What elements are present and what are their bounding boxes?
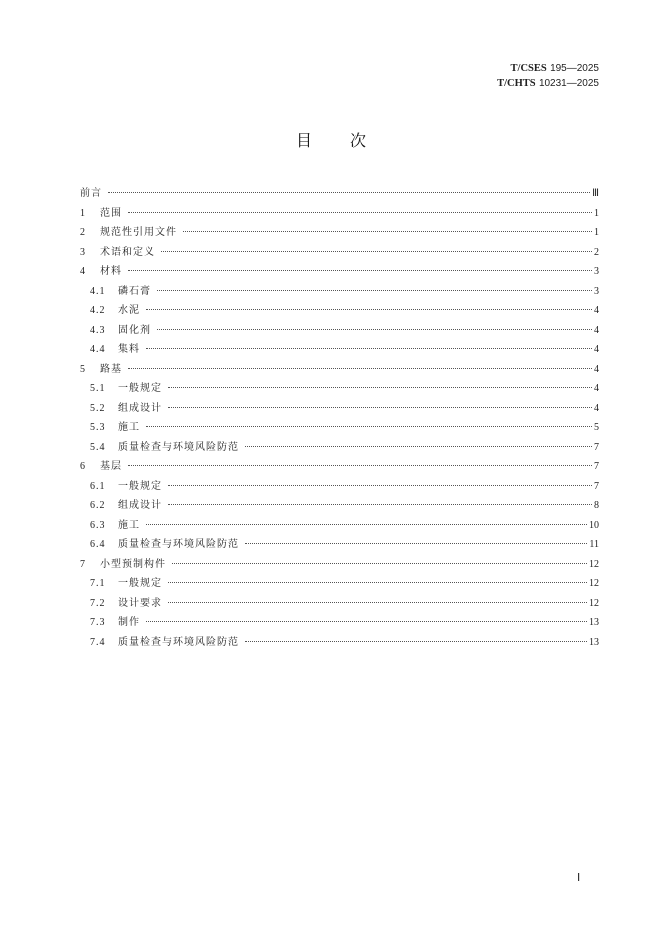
toc-entry[interactable] [80, 594, 599, 614]
toc-entry-label: 一般规定 [118, 578, 162, 589]
toc-entry[interactable] [80, 184, 599, 204]
toc-entry-label: 制作 [118, 617, 140, 628]
toc-entry[interactable] [80, 321, 599, 341]
toc-entry-page: 1 [594, 207, 599, 219]
toc-entry-label: 质量检查与环境风险防范 [118, 441, 239, 453]
toc-entry-label: 一般规定 [118, 383, 162, 394]
standard-codes [497, 61, 599, 91]
toc-entry-number: 6.2 [90, 500, 106, 511]
toc-entry-label: 质量检查与环境风险防范 [118, 636, 239, 648]
page-number: Ⅰ [577, 872, 581, 884]
toc-entry-label: 组成设计 [118, 500, 162, 511]
toc-entry[interactable] [80, 613, 599, 633]
toc-entry-page: 13 [589, 636, 599, 648]
toc-entry-page: 4 [594, 344, 599, 355]
toc-dot-leader [168, 485, 592, 486]
toc-entry-number: 5 [80, 363, 86, 375]
toc-entry-page: 4 [594, 383, 599, 394]
toc-dot-leader [146, 524, 587, 525]
toc-dot-leader [128, 368, 592, 369]
toc-entry[interactable] [80, 243, 599, 263]
toc-entry[interactable] [80, 438, 599, 458]
standard-code-cses-number: 195—2025 [550, 63, 599, 74]
toc-entry-label: 一般规定 [118, 480, 162, 492]
toc-entry-page: 3 [594, 285, 599, 297]
toc-entry-number: 4.4 [90, 344, 106, 355]
standard-code-cses-prefix: T/CSES [510, 63, 547, 74]
toc-entry-label: 施工 [118, 422, 140, 433]
toc-entry-number: 4 [80, 266, 86, 277]
toc-dot-leader [168, 582, 587, 583]
toc-dot-leader [245, 641, 587, 642]
toc-entry-page: 12 [589, 578, 599, 589]
standard-code-chts-number: 10231—2025 [538, 78, 599, 89]
toc-dot-leader [168, 504, 592, 505]
toc-dot-leader [108, 192, 590, 193]
standard-code-cses [497, 61, 599, 76]
toc-entry[interactable] [80, 535, 599, 555]
toc-entry-label: 范围 [100, 207, 122, 219]
table-of-contents [80, 184, 599, 652]
toc-entry-number: 7 [80, 558, 86, 570]
toc-dot-leader [168, 602, 587, 603]
toc-dot-leader [128, 465, 592, 466]
toc-entry-number: 1 [80, 207, 86, 219]
toc-entry-label: 路基 [100, 363, 122, 375]
toc-entry-label: 材料 [100, 266, 122, 277]
toc-dot-leader [172, 563, 587, 564]
page-title [0, 128, 662, 151]
toc-entry-label: 组成设计 [118, 402, 162, 414]
page-title-char-2: 次 [350, 131, 367, 150]
toc-dot-leader [245, 543, 587, 544]
toc-entry-page: 7 [594, 480, 599, 492]
toc-entry-number: 4.2 [90, 305, 106, 316]
toc-entry[interactable] [80, 262, 599, 282]
toc-dot-leader [146, 348, 592, 349]
toc-entry-page: 13 [589, 617, 599, 628]
toc-entry-number: 3 [80, 246, 86, 258]
toc-entry-label: 规范性引用文件 [100, 227, 177, 238]
toc-entry-number: 6.3 [90, 519, 106, 531]
toc-entry-page: 4 [594, 324, 599, 336]
toc-entry-page: 8 [594, 500, 599, 511]
toc-entry-page: 12 [589, 597, 599, 609]
toc-entry-label: 前言 [80, 188, 102, 199]
toc-entry[interactable] [80, 301, 599, 321]
toc-dot-leader [157, 329, 592, 330]
toc-entry-page: 2 [594, 246, 599, 258]
toc-entry[interactable] [80, 282, 599, 302]
standard-code-chts-prefix: T/CHTS [497, 78, 536, 89]
toc-entry-page: 4 [594, 402, 599, 414]
toc-entry-label: 设计要求 [118, 597, 162, 609]
toc-entry-number: 6.4 [90, 539, 106, 550]
toc-entry-number: 5.1 [90, 383, 106, 394]
toc-entry-number: 7.4 [90, 636, 106, 648]
page-title-char-1: 目 [295, 131, 312, 150]
toc-dot-leader [146, 621, 587, 622]
toc-dot-leader [157, 290, 592, 291]
toc-entry-number: 7.1 [90, 578, 106, 589]
toc-entry[interactable] [80, 204, 599, 224]
toc-entry-number: 5.4 [90, 441, 106, 453]
toc-entry-label: 基层 [100, 461, 122, 472]
toc-entry-page: 10 [589, 519, 599, 531]
toc-entry[interactable] [80, 399, 599, 419]
toc-entry-page: 12 [589, 558, 599, 570]
toc-dot-leader [128, 270, 592, 271]
toc-dot-leader [128, 212, 592, 213]
toc-entry-page: 3 [594, 266, 599, 277]
toc-entry[interactable] [80, 633, 599, 653]
toc-entry[interactable] [80, 418, 599, 438]
toc-entry-label: 小型预制构件 [100, 558, 166, 570]
toc-entry[interactable] [80, 574, 599, 594]
toc-entry-label: 质量检查与环境风险防范 [118, 539, 239, 550]
toc-entry-label: 术语和定义 [100, 246, 155, 258]
toc-entry-number: 7.2 [90, 597, 106, 609]
toc-entry-page: 7 [594, 461, 599, 472]
toc-entry-page: 11 [589, 539, 599, 550]
toc-entry-label: 磷石膏 [118, 285, 151, 297]
toc-entry-label: 水泥 [118, 305, 140, 316]
toc-entry-number: 2 [80, 227, 86, 238]
toc-dot-leader [168, 407, 592, 408]
toc-entry-number: 4.3 [90, 324, 106, 336]
toc-dot-leader [161, 251, 592, 252]
toc-dot-leader [146, 309, 592, 310]
toc-entry-page: 4 [594, 363, 599, 375]
standard-code-chts [497, 76, 599, 91]
toc-entry-number: 6.1 [90, 480, 106, 492]
toc-entry[interactable] [80, 340, 599, 360]
toc-dot-leader [183, 231, 592, 232]
toc-dot-leader [146, 426, 592, 427]
toc-entry-label: 施工 [118, 519, 140, 531]
toc-entry-label: 固化剂 [118, 324, 151, 336]
toc-dot-leader [245, 446, 592, 447]
toc-entry-label: 集料 [118, 344, 140, 355]
toc-entry[interactable] [80, 477, 599, 497]
toc-dot-leader [168, 387, 592, 388]
toc-entry-number: 4.1 [90, 285, 106, 297]
toc-entry-number: 5.2 [90, 402, 106, 414]
toc-entry-number: 6 [80, 461, 86, 472]
toc-entry[interactable] [80, 379, 599, 399]
toc-entry-page: 7 [594, 441, 599, 453]
toc-entry[interactable] [80, 457, 599, 477]
toc-entry[interactable] [80, 360, 599, 380]
toc-entry[interactable] [80, 223, 599, 243]
toc-entry-number: 7.3 [90, 617, 106, 628]
toc-entry[interactable] [80, 555, 599, 575]
toc-entry-page: 5 [594, 422, 599, 433]
toc-entry[interactable] [80, 516, 599, 536]
toc-entry-page: 4 [594, 305, 599, 316]
toc-entry-page: 1 [594, 227, 599, 238]
toc-entry-page: Ⅲ [592, 188, 599, 199]
toc-entry-number: 5.3 [90, 422, 106, 433]
toc-entry[interactable] [80, 496, 599, 516]
